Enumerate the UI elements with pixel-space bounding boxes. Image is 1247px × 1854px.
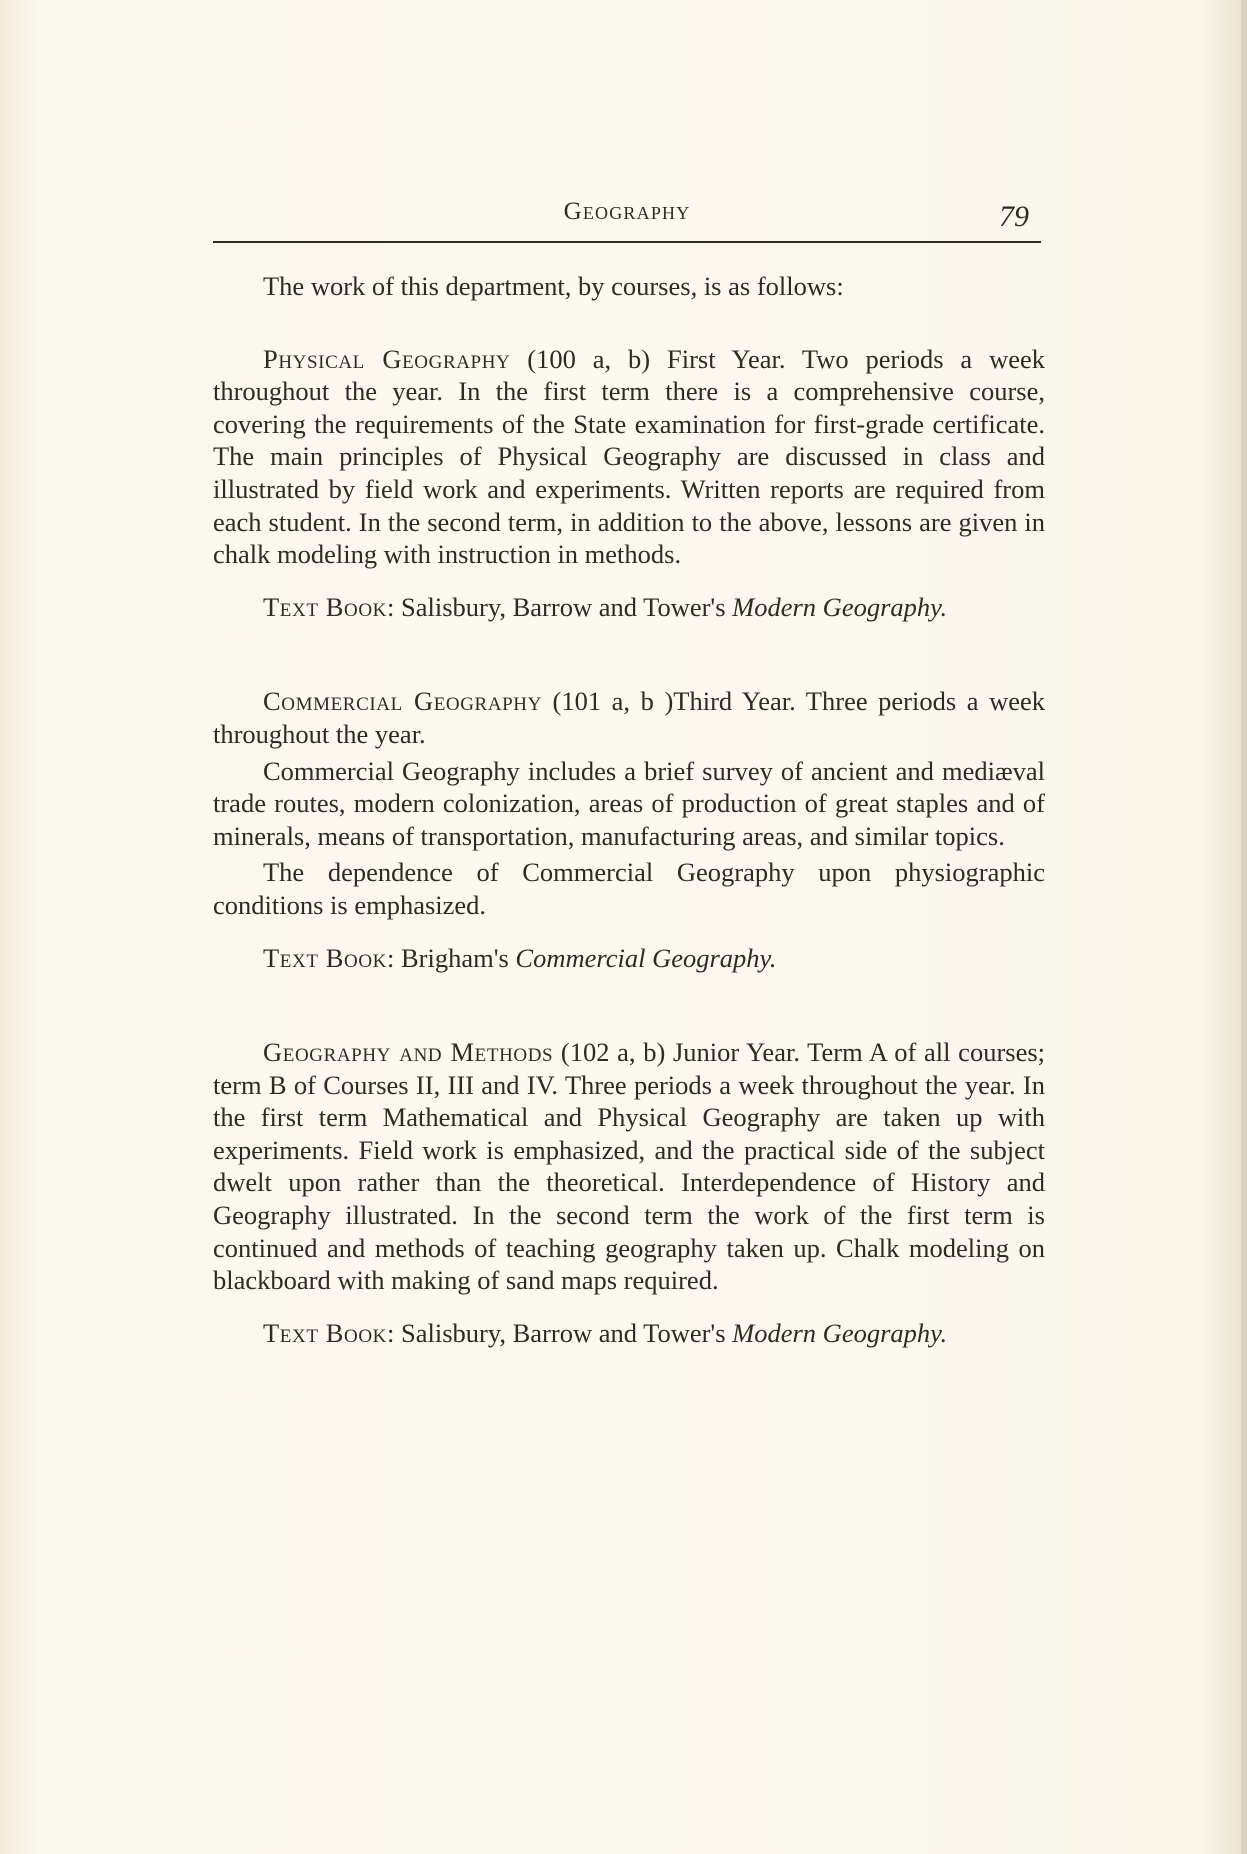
commercial-detail-paragraph: Commercial Geography includes a brief survey of ancient and mediæval trade routes, modern colonization, areas of production of great staples and of minerals, means of transportation, manufacturing areas, and similar topics. — [213, 755, 1045, 851]
body-text — [213, 270, 1045, 1349]
course-description: (101 a, b )Third Year. Three periods a week throughout the year. — [213, 686, 1045, 749]
textbook-title: Commercial Geography. — [515, 942, 777, 973]
textbook-label: Text Book — [263, 942, 387, 973]
course-title: Physical Geography — [263, 343, 511, 374]
header-rule — [213, 241, 1041, 243]
page-number: 79 — [999, 200, 1029, 233]
textbook-title: Modern Geography. — [732, 591, 948, 622]
course-description: (102 a, b) Junior Year. Term A of all courses; term B of Courses II, III and IV. Three periods a week throughout the year. In the first term Mathematical and Physical Geography are taken up with experiments. Field work is emphasized, and the practical side of the subject dwelt upon rather than the theoretical. Interdependence of History and Geography illustrated. In the second term the work of the first term is continued and methods of teaching geography taken up. Chalk modeling on blackboard with making of sand maps required. — [213, 1037, 1046, 1296]
textbook-author: : Brigham's — [386, 942, 516, 973]
course-title: Commercial Geography — [263, 686, 542, 717]
textbook-label: Text Book — [263, 1317, 387, 1348]
textbook-line — [213, 942, 1045, 975]
textbook-author: : Salisbury, Barrow and Tower's — [386, 1317, 733, 1348]
textbook-label: Text Book — [263, 591, 387, 622]
intro-paragraph: The work of this department, by courses, is as follows: — [263, 271, 844, 301]
course-title: Geography and Methods — [263, 1037, 554, 1068]
physical-geography-paragraph — [213, 343, 1045, 571]
geography-methods-paragraph — [213, 1036, 1045, 1297]
page-edge — [1241, 0, 1247, 1854]
commercial-geography-paragraph — [213, 685, 1045, 750]
textbook-line — [213, 1317, 1045, 1350]
running-head: Geography — [563, 198, 691, 225]
textbook-line — [213, 591, 1045, 624]
course-description: (100 a, b) First Year. Two periods a week throughout the year. In the first term there is a comprehensive course, covering the requirements of the State examination for first-grade certificate. The main principles of Physical Geography are discussed in class and illustrated by field work and experiments. Written reports are required from each student. In the second term, in addition to the above, lessons are given in chalk modeling with instruction in methods. — [213, 343, 1045, 570]
textbook-title: Modern Geography. — [732, 1317, 948, 1348]
commercial-detail-paragraph: The dependence of Commercial Geography upon physiographic conditions is emphasized. — [213, 857, 1045, 920]
page-header — [213, 198, 1041, 242]
textbook-author: : Salisbury, Barrow and Tower's — [386, 591, 733, 622]
